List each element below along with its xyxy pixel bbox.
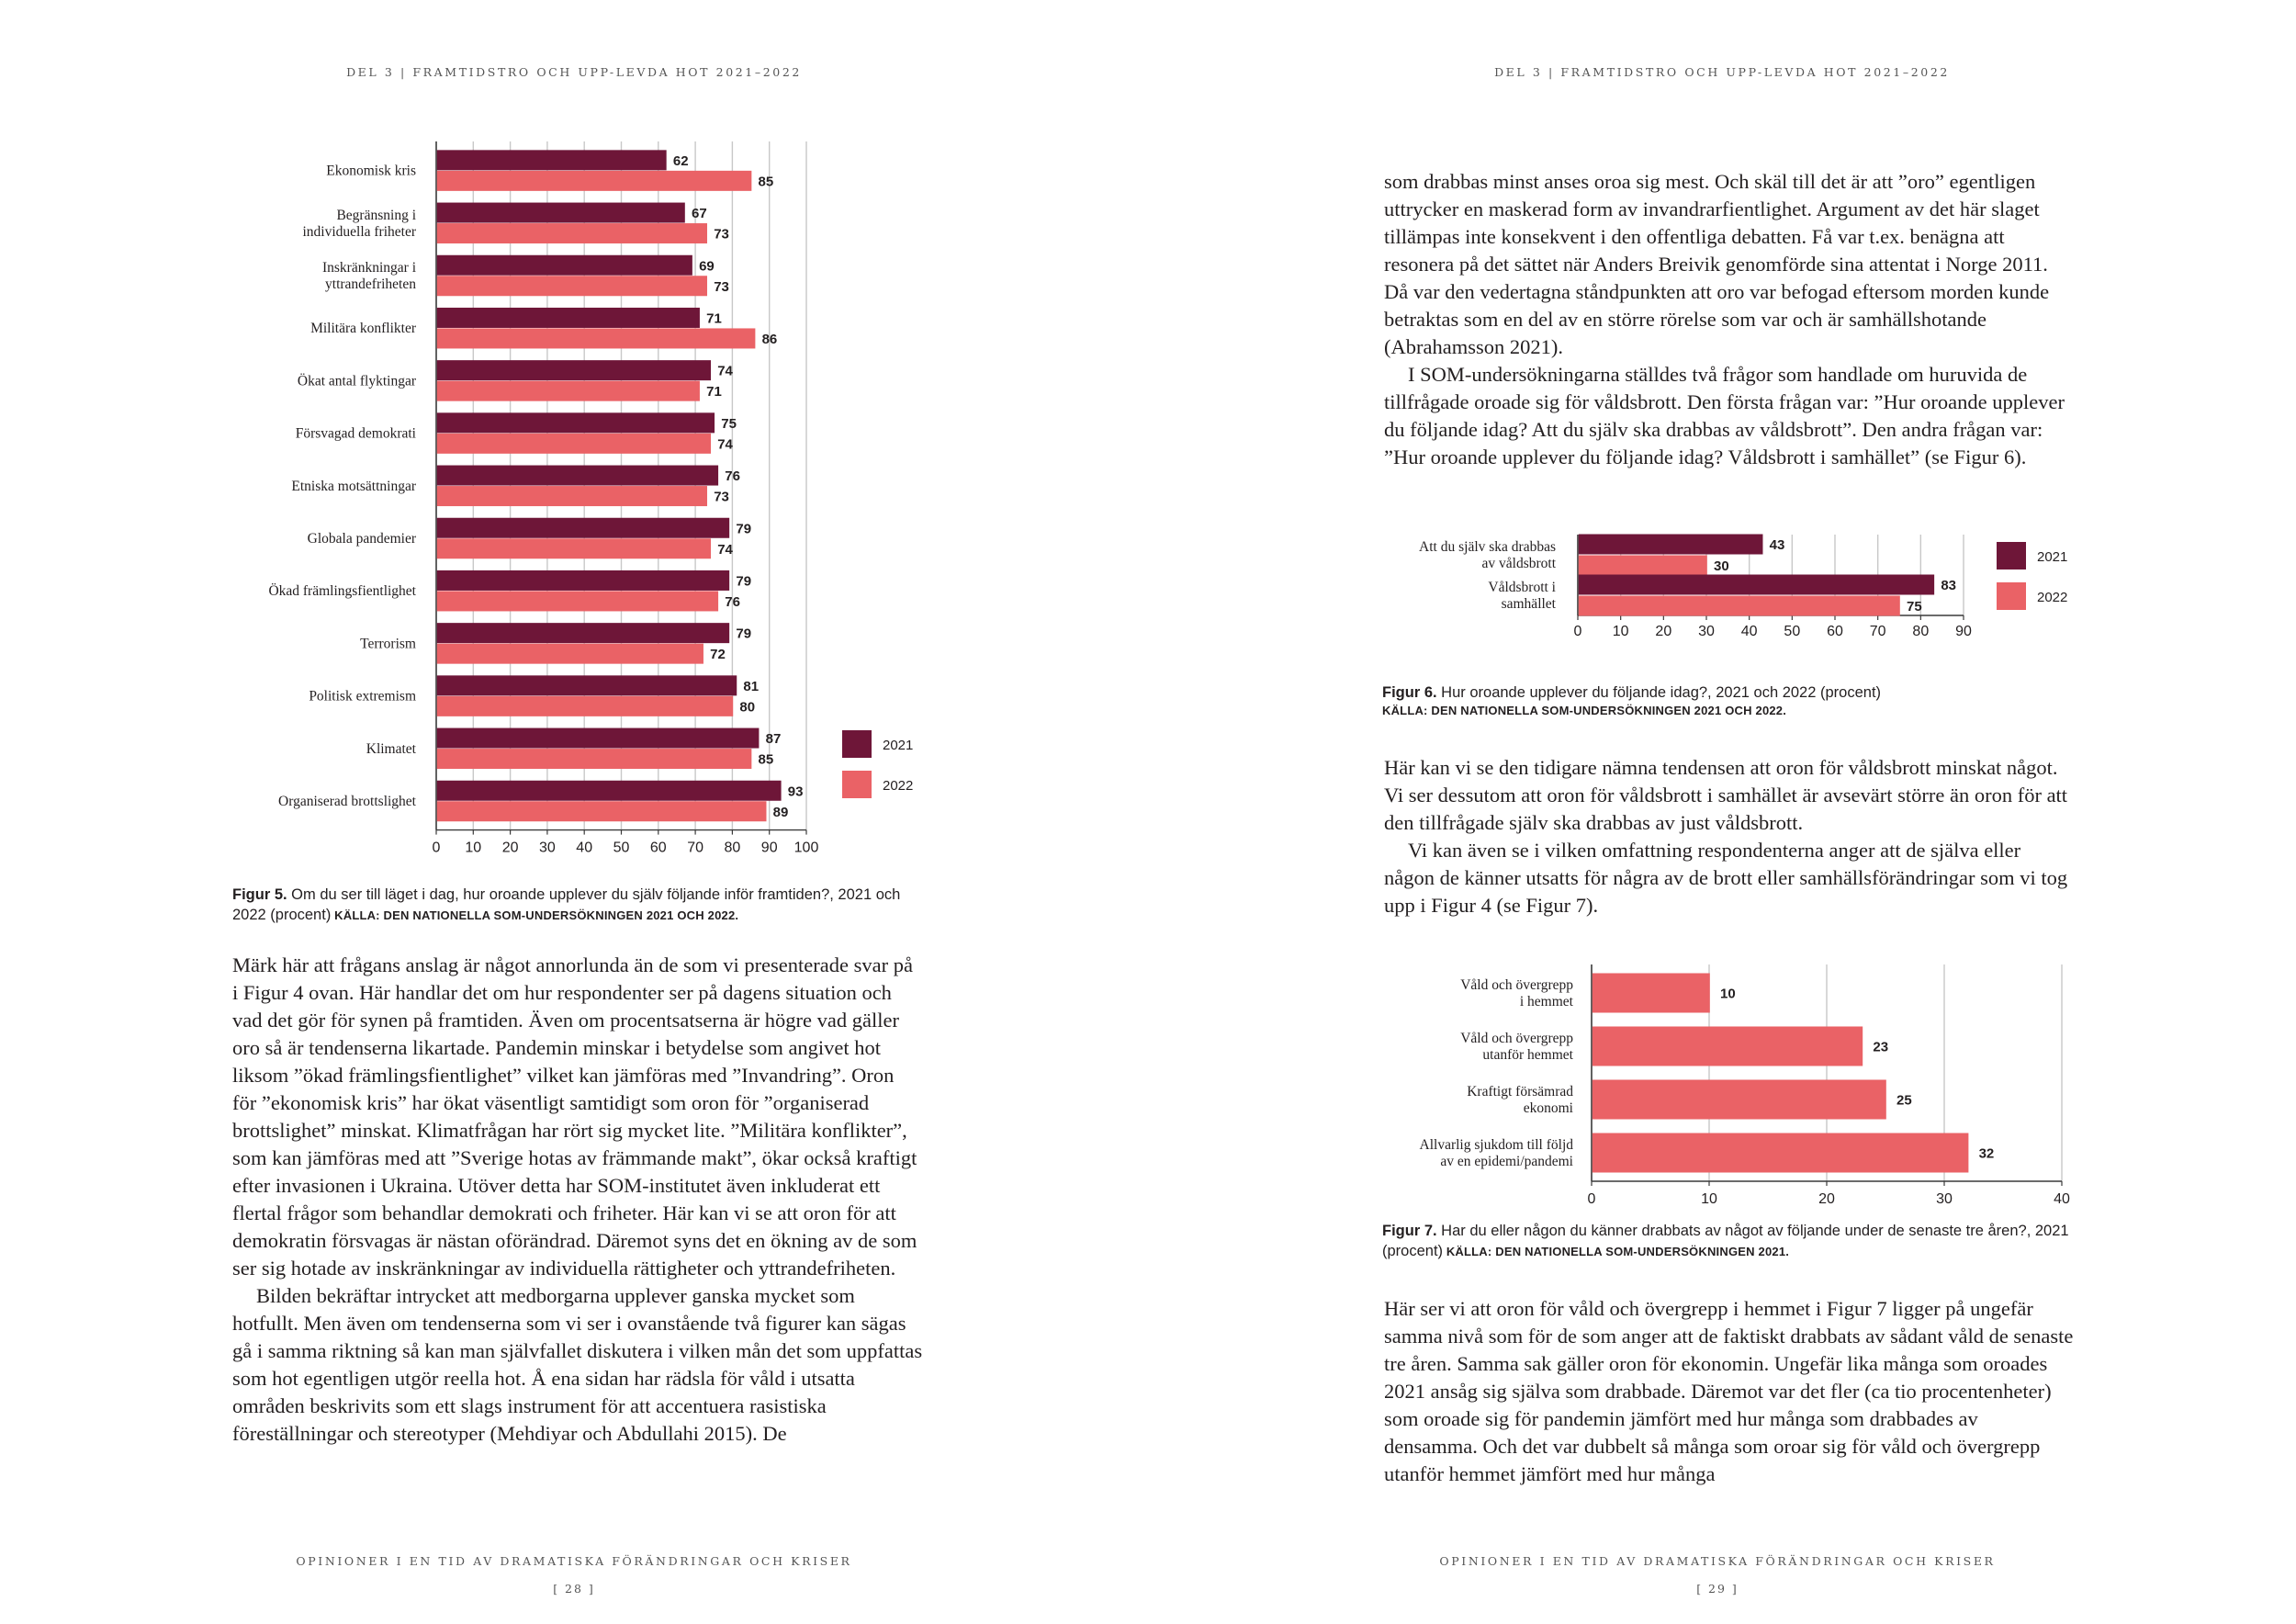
data-label: 79 — [736, 573, 752, 590]
body-paragraph: Här kan vi se den tidigare nämna tendensen att oron för våldsbrott minskat något. Vi ser dessutom att oron för våldsbrott i samhället är avsevärt större än oron för att den tillfrågade själv ska drabbas av just våldsbrott. — [1384, 756, 2068, 834]
category-label: Politisk extremism — [309, 688, 416, 705]
running-header: DEL 3 | FRAMTIDSTRO OCH UPP-LEVDA HOT 2021–2022 — [346, 65, 802, 79]
data-label: 86 — [761, 331, 778, 347]
category-label: Att du själv ska drabbas — [1419, 539, 1556, 555]
bar-2021 — [437, 466, 718, 486]
bar-2022 — [437, 434, 711, 454]
data-label: 85 — [758, 751, 774, 768]
data-label: 74 — [717, 541, 733, 558]
figure-5-caption-text: Om du ser till läget i dag, hur oroande upplever du själv följande inför framtiden?, 2021 och 2022 (procent) — [232, 886, 901, 923]
x-tick-label: 20 — [1818, 1191, 1835, 1207]
data-label: 62 — [672, 152, 689, 169]
category-label: Globala pandemier — [307, 531, 416, 547]
x-tick-label: 0 — [1587, 1191, 1596, 1207]
x-tick-label: 70 — [687, 840, 703, 856]
data-label: 72 — [710, 647, 726, 663]
data-label: 10 — [1720, 986, 1736, 1002]
bar-2021 — [1593, 1027, 1863, 1066]
bar-2022 — [437, 644, 703, 664]
bar-2021 — [1579, 575, 1934, 595]
bar-2021 — [437, 675, 737, 695]
right-body-text-middle — [1384, 754, 2075, 919]
category-label: samhället — [1501, 596, 1556, 612]
category-label: i hemmet — [1519, 994, 1573, 1009]
category-label: Klimatet — [366, 740, 416, 757]
figure-5-caption-source: KÄLLA: DEN NATIONELLA SOM-UNDERSÖKNINGEN 2021 OCH 2022. — [331, 908, 739, 922]
legend-label: 2021 — [883, 738, 914, 753]
running-header: DEL 3 | FRAMTIDSTRO OCH UPP-LEVDA HOT 2021–2022 — [1494, 65, 1950, 79]
figure-7-caption-label: Figur 7. — [1382, 1223, 1437, 1239]
x-tick-label: 0 — [432, 840, 441, 856]
bar-2022 — [437, 749, 752, 769]
x-tick-label: 0 — [1573, 624, 1582, 639]
category-label: yttrandefriheten — [325, 276, 416, 292]
bar-2022 — [437, 276, 707, 296]
figure-7-caption-text: Har du eller någon du känner drabbats av något av följande under de senaste tre åren?, 2021 (procent) — [1382, 1223, 2069, 1259]
category-label: Ekonomisk kris — [326, 163, 416, 179]
category-label: Våldsbrott i — [1488, 580, 1556, 595]
x-tick-label: 80 — [724, 840, 741, 856]
running-footer: OPINIONER I EN TID AV DRAMATISKA FÖRÄNDRINGAR OCH KRISER — [296, 1554, 852, 1568]
data-label: 81 — [743, 678, 760, 694]
x-tick-label: 10 — [1612, 624, 1629, 639]
running-footer: OPINIONER I EN TID AV DRAMATISKA FÖRÄNDRINGAR OCH KRISER — [1439, 1554, 1996, 1568]
bar-2021 — [437, 728, 760, 749]
bar-2022 — [1579, 556, 1707, 576]
x-tick-label: 100 — [793, 840, 819, 856]
figure-5-caption-label: Figur 5. — [232, 886, 287, 903]
x-tick-label: 50 — [613, 840, 630, 856]
category-label: Organiserad brottslighet — [278, 794, 416, 809]
right-body-text-top — [1384, 168, 2075, 471]
data-label: 69 — [699, 258, 715, 275]
data-label: 73 — [714, 489, 729, 505]
data-label: 71 — [706, 384, 722, 400]
category-label: Försvagad demokrati — [295, 425, 416, 442]
figure-6-caption — [1382, 684, 2080, 719]
bar-2021 — [437, 360, 711, 380]
bar-2022 — [437, 538, 711, 558]
x-tick-label: 40 — [1740, 624, 1758, 639]
bar-2022 — [437, 328, 756, 348]
category-label: Våld och övergrepp — [1460, 1031, 1573, 1046]
legend-swatch-2021 — [842, 730, 872, 758]
data-label: 89 — [772, 804, 789, 820]
figure-7-chart — [1148, 955, 2296, 1222]
right-page — [1148, 0, 2296, 1624]
data-label: 79 — [736, 521, 752, 537]
category-label: Ökat antal flyktingar — [297, 373, 416, 389]
category-label: Ökad främlingsfientlighet — [268, 583, 416, 600]
bar-2022 — [437, 223, 707, 243]
figure-5-chart — [0, 138, 1148, 873]
x-tick-label: 60 — [1827, 624, 1843, 639]
x-tick-label: 40 — [2054, 1191, 2070, 1207]
bar-2022 — [437, 801, 767, 821]
figure-5-caption — [232, 885, 930, 926]
x-tick-label: 40 — [576, 840, 593, 856]
category-label: av en epidemi/pandemi — [1440, 1154, 1573, 1169]
page-number: [ 29 ] — [1696, 1582, 1739, 1596]
data-label: 74 — [717, 363, 733, 379]
bar-2021 — [437, 255, 692, 276]
data-label: 73 — [714, 278, 729, 295]
category-label: av våldsbrott — [1481, 556, 1556, 571]
category-label: Våld och övergrepp — [1460, 977, 1573, 993]
x-tick-label: 10 — [465, 840, 482, 856]
data-label: 74 — [717, 436, 733, 453]
x-tick-label: 70 — [1869, 624, 1886, 639]
legend-swatch-2021 — [1997, 542, 2026, 570]
data-label: 67 — [692, 206, 707, 222]
x-tick-label: 20 — [1655, 624, 1672, 639]
x-tick-label: 20 — [501, 840, 519, 856]
x-tick-label: 10 — [1701, 1191, 1717, 1207]
data-label: 93 — [787, 784, 804, 800]
right-body-text-bottom — [1384, 1295, 2075, 1488]
data-label: 79 — [736, 626, 752, 642]
body-paragraph: I SOM-undersökningarna ställdes två frågor som handlade om huruvida de tillfrågade oroade sig för våldsbrott. Den första frågan var: ”Hur oroande upplever du följande idag? Att du själv ska drabbas av våldsbrott”. Den andra frågan var: ”Hur oroande upplever du följande idag? Våldsbrott i samhället” (se Figur 6). — [1384, 363, 2065, 468]
data-label: 30 — [1714, 558, 1729, 574]
bar-2022 — [1579, 596, 1900, 616]
bar-2021 — [437, 203, 685, 223]
x-tick-label: 30 — [539, 840, 556, 856]
data-label: 32 — [1978, 1145, 1995, 1162]
figure-7-caption — [1382, 1221, 2099, 1262]
bar-2021 — [1593, 1133, 1969, 1173]
category-label: Terrorism — [360, 636, 416, 652]
bar-2021 — [437, 570, 729, 591]
data-label: 87 — [765, 731, 782, 748]
data-label: 76 — [725, 593, 740, 610]
bar-2022 — [437, 591, 718, 611]
data-label: 83 — [1941, 578, 1957, 593]
data-label: 75 — [1907, 599, 1922, 615]
data-label: 76 — [725, 468, 740, 485]
category-label: Inskränkningar i — [321, 260, 416, 276]
left-body-text — [232, 952, 923, 1448]
legend-label: 2022 — [2037, 590, 2068, 605]
bar-2021 — [1593, 1080, 1886, 1120]
x-tick-label: 60 — [649, 840, 667, 856]
bar-2022 — [437, 696, 733, 716]
x-tick-label: 50 — [1784, 624, 1801, 639]
category-label: Militära konflikter — [310, 321, 416, 337]
category-label: Etniska motsättningar — [291, 478, 416, 494]
bar-2021 — [1593, 974, 1710, 1013]
figure-6-chart — [1148, 524, 2296, 671]
x-tick-label: 90 — [1955, 624, 1972, 639]
bar-2022 — [437, 486, 707, 506]
body-paragraph: Vi kan även se i vilken omfattning respondenterna anger att de själva eller någon de känner utsatts för några av de brott eller samhällsförändringar som vi tog upp i Figur 4 (se Figur 7). — [1384, 839, 2068, 917]
data-label: 71 — [706, 310, 722, 327]
category-label: Allvarlig sjukdom till följd — [1419, 1137, 1573, 1153]
category-label: individuella friheter — [302, 223, 416, 240]
x-tick-label: 30 — [1698, 624, 1715, 639]
data-label: 75 — [721, 415, 737, 432]
data-label: 25 — [1896, 1092, 1912, 1109]
page-number: [ 28 ] — [553, 1582, 595, 1596]
data-label: 23 — [1873, 1039, 1889, 1055]
bar-2022 — [437, 381, 700, 401]
category-label: Kraftigt försämrad — [1467, 1084, 1573, 1100]
bar-2021 — [437, 412, 715, 433]
figure-6-caption-text: Hur oroande upplever du följande idag?, 2021 och 2022 (procent) — [1436, 684, 1882, 701]
body-paragraph: som drabbas minst anses oroa sig mest. Och skäl till det är att ”oro” egentligen uttrycker en maskerad form av invandrarfientlighet. Argument av det här slaget tillämpas inte konsekvent i den offentliga debatten. Få var t.ex. benägna att resonera på det sättet när Anders Breivik genomförde sina attentat i Norge 2011. Då var den vedertagna ståndpunkten att oro var befogad eftersom morden kunde betraktas som en del av en större rörelse som var och är samhällshotande (Abrahamsson 2021). — [1384, 170, 2050, 358]
category-label: Begränsning i — [336, 207, 416, 223]
body-paragraph: Märk här att frågans anslag är något annorlunda än de som vi presenterade svar på i Figur 4 ovan. Här handlar det om hur respondenter ser på dagens situation och vad det gör för synen på framtiden. Även om procentsatserna är högre vad gäller oro så är tendenserna likartade. Pandemin minskar i betydelse som angivet hot liksom ”ökad främlingsfientlighet” vilket kan jämföras med ”Invandring”. Oron för ”ekonomisk kris” har ökat väsentligt samtidigt som oron för ”organiserad brottslighet” minskat. Klimatfrågan har rört sig mycket lite. ”Militära konflikter”, som kan jämföras med att ”Sverige hotas av främmande makt”, ökar också kraftigt efter invasionen i Ukraina. Utöver detta har SOM-institutet även inkluderat ett flertal frågor som behandlar demokrati och friheter. Här kan vi se att oron för att demokratin försvagas är nästan oförändrad. Däremot syns det en ökning av de som ser sig hotade av inskränkningar av individuella rättigheter och yttrandefriheten. — [232, 953, 917, 1280]
body-paragraph: Bilden bekräftar intrycket att medborgarna upplever ganska mycket som hotfullt. Men även om tendenserna som vi ser i ovanstående två figurer kan sägas gå i samma riktning så kan man självfallet diskutera i vilken mån det som uppfattas som hot egentligen utgör reella hot. Å ena sidan har rädsla för våld i utsatta områden beskrivits som ett slags instrument för att accentuera rasistiska föreställningar och stereotyper (Mehdiyar och Abdullahi 2015). De — [232, 1284, 923, 1445]
bar-2021 — [1579, 535, 1763, 555]
data-label: 43 — [1769, 537, 1785, 553]
bar-2021 — [437, 623, 729, 643]
data-label: 73 — [714, 226, 729, 242]
legend-swatch-2022 — [842, 771, 872, 798]
legend-label: 2021 — [2037, 549, 2068, 565]
bar-2021 — [437, 150, 667, 170]
bar-2021 — [437, 781, 782, 801]
category-label: ekonomi — [1523, 1100, 1573, 1116]
category-label: utanför hemmet — [1482, 1047, 1573, 1063]
x-tick-label: 90 — [760, 840, 778, 856]
bar-2021 — [437, 308, 700, 328]
x-tick-label: 30 — [1936, 1191, 1953, 1207]
legend-label: 2022 — [883, 778, 914, 794]
figure-7-caption-source: KÄLLA: DEN NATIONELLA SOM-UNDERSÖKNINGEN 2021. — [1443, 1245, 1790, 1258]
data-label: 80 — [739, 699, 756, 716]
figure-6-caption-source: KÄLLA: DEN NATIONELLA SOM-UNDERSÖKNINGEN 2021 OCH 2022. — [1382, 704, 1787, 717]
bar-2021 — [437, 518, 729, 538]
data-label: 85 — [758, 174, 774, 190]
body-paragraph: Här ser vi att oron för våld och övergrepp i hemmet i Figur 7 ligger på ungefär samma nivå som för de som anger att de faktiskt drabbats av sådant våld de senaste tre åren. Samma sak gäller oron för ekonomin. Ungefär lika många som oroades 2021 ansåg sig själva som drabbade. Däremot var det fler (ca tio procentenheter) som oroade sig för pandemin jämfört med hur många som drabbades av densamma. Och det var dubbelt så många som oroar sig för våld och övergrepp utanför hemmet jämfört med hur många — [1384, 1297, 2074, 1485]
figure-6-caption-label: Figur 6. — [1382, 684, 1437, 701]
legend-swatch-2022 — [1997, 582, 2026, 610]
x-tick-label: 80 — [1912, 624, 1930, 639]
bar-2022 — [437, 171, 752, 191]
